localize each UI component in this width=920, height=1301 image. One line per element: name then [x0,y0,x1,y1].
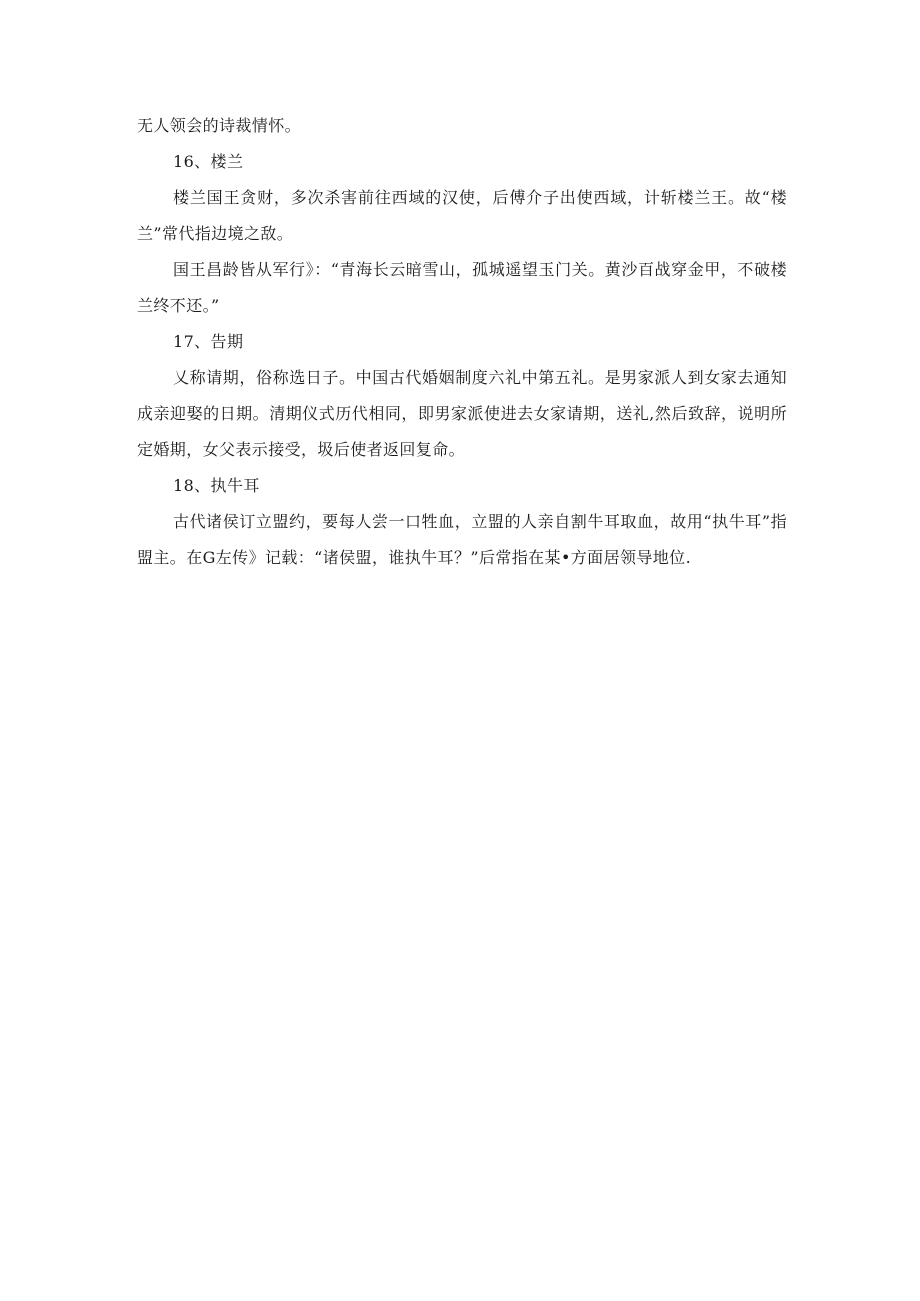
section-heading-loulan: 16、楼兰 [173,152,244,171]
paragraph-loulan-poem: 国王昌龄皆从军行》：“青海长云暗雪山，孤城遥望玉门关。黄沙百战穿金甲，不破楼兰终不还。” [137,260,787,315]
paragraph-loulan-definition: 楼兰国王贪财，多次杀害前往西域的汉使，后傅介子出使西域，计斩楼兰王。故“楼兰”常代指边境之敌。 [137,188,787,243]
paragraph-gaoqi-definition: 乂称请期，俗称选日子。中国古代婚姻制度六礼中第五礼。是男家派人到女家去通知成亲迎娶的日期。清期仪式历代相同，即男家派使进去女家请期，送礼,然后致辞，说明所定婚期，女父表示接受，圾后使者返回复命。 [137,368,787,459]
section-heading-zhiniuer: 18、执牛耳 [173,476,260,495]
paragraph-continuation: 无人领会的诗裁情怀。 [137,116,302,135]
paragraph-zhiniuer-definition: 古代诸侯订立盟约，要每人尝一口牲血，立盟的人亲自割牛耳取血，故用“执牛耳”指盟主。在G左传》记载：“诸侯盟，谁执牛耳？”后常指在某•方面居领导地位. [137,512,787,567]
document-body [137,108,787,576]
section-heading-gaoqi: 17、告期 [173,332,244,351]
